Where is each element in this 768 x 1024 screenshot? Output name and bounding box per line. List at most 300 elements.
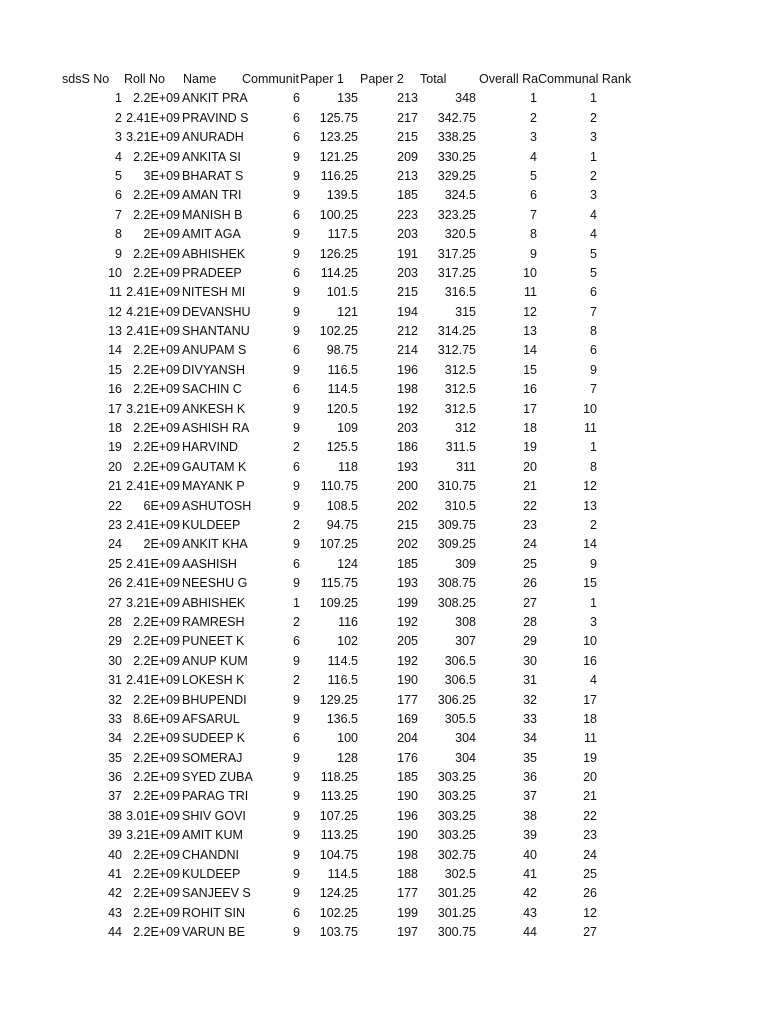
table-row [62, 729, 702, 748]
table-row [62, 826, 702, 845]
paper-2-cell: 177 [397, 692, 418, 707]
sno-cell: 8 [115, 227, 122, 242]
table-row [62, 904, 702, 923]
overall-rank-cell: 6 [530, 188, 537, 203]
name-cell: KULDEEP [182, 517, 241, 532]
name-cell: SUDEEP K [182, 731, 245, 746]
paper-1-cell: 125.75 [319, 110, 358, 125]
table-row [62, 109, 702, 128]
sno-cell: 5 [115, 168, 122, 183]
paper-1-cell: 124 [337, 556, 358, 571]
paper-2-cell: 177 [397, 886, 418, 901]
community-cell: 9 [293, 750, 300, 765]
overall-rank-cell: 35 [523, 750, 537, 765]
table-row [62, 710, 702, 729]
paper-2-cell: 196 [397, 808, 418, 823]
name-cell: ANUPAM S [182, 343, 247, 358]
paper-2-cell: 198 [397, 847, 418, 862]
total-cell: 315 [455, 304, 476, 319]
name-cell: AMIT AGA [182, 227, 241, 242]
table-row [62, 749, 702, 768]
paper-2-cell: 215 [397, 130, 418, 145]
community-cell: 6 [293, 556, 300, 571]
communal-rank-cell: 4 [590, 673, 597, 688]
communal-rank-cell: 24 [583, 847, 597, 862]
overall-rank-cell: 17 [523, 401, 537, 416]
paper-2-cell: 209 [397, 149, 418, 164]
overall-rank-cell: 41 [523, 867, 537, 882]
table-row [62, 807, 702, 826]
communal-rank-cell: 14 [583, 537, 597, 552]
sno-cell: 41 [108, 867, 122, 882]
paper-1-cell: 103.75 [319, 925, 358, 940]
table-row [62, 303, 702, 322]
roll-no-cell: 8.6E+09 [133, 711, 180, 726]
community-cell: 6 [293, 905, 300, 920]
community-cell: 9 [293, 886, 300, 901]
overall-rank-cell: 16 [523, 382, 537, 397]
name-cell: PUNEET K [182, 634, 245, 649]
paper-2-cell: 192 [397, 401, 418, 416]
communal-rank-cell: 5 [590, 265, 597, 280]
paper-1-cell: 100.25 [319, 207, 358, 222]
header-communal-rank: Communal Rank [538, 72, 632, 86]
communal-rank-cell: 16 [583, 653, 597, 668]
overall-rank-cell: 30 [523, 653, 537, 668]
name-cell: HARVIND [182, 440, 239, 455]
paper-1-cell: 104.75 [319, 847, 358, 862]
name-cell: SANJEEV S [182, 886, 251, 901]
paper-2-cell: 185 [397, 556, 418, 571]
communal-rank-cell: 3 [590, 614, 597, 629]
communal-rank-cell: 2 [590, 168, 597, 183]
name-cell: PRAVIND S [182, 110, 249, 125]
paper-1-cell: 107.25 [319, 537, 358, 552]
communal-rank-cell: 17 [583, 692, 597, 707]
communal-rank-cell: 10 [583, 401, 597, 416]
sno-cell: 16 [108, 382, 122, 397]
roll-no-cell: 2.2E+09 [133, 905, 180, 920]
overall-rank-cell: 19 [523, 440, 537, 455]
paper-2-cell: 223 [397, 207, 418, 222]
sno-cell: 38 [108, 808, 122, 823]
table-row [62, 555, 702, 574]
sno-cell: 3 [115, 130, 122, 145]
roll-no-cell: 2.2E+09 [133, 91, 180, 106]
overall-rank-cell: 5 [530, 168, 537, 183]
total-cell: 320.5 [444, 227, 476, 242]
total-cell: 311.5 [445, 440, 476, 455]
name-cell: ABHISHEK [182, 246, 246, 261]
community-cell: 9 [293, 168, 300, 183]
paper-1-cell: 115.75 [320, 576, 358, 591]
overall-rank-cell: 4 [530, 149, 537, 164]
table-row [62, 128, 702, 147]
sno-cell: 39 [108, 828, 122, 843]
paper-1-cell: 114.5 [327, 867, 358, 882]
community-cell: 6 [293, 634, 300, 649]
header-sno: sdsS No [62, 72, 110, 86]
header-roll-no: Roll No [124, 72, 165, 86]
communal-rank-cell: 19 [583, 750, 597, 765]
sno-cell: 28 [108, 614, 122, 629]
name-cell: ANKESH K [182, 401, 246, 416]
total-cell: 309.25 [437, 537, 476, 552]
community-cell: 9 [293, 653, 300, 668]
table-row [62, 884, 702, 903]
community-cell: 9 [293, 479, 300, 494]
overall-rank-cell: 10 [523, 265, 537, 280]
roll-no-cell: 2.2E+09 [133, 421, 180, 436]
sno-cell: 13 [108, 324, 122, 339]
table-row [62, 380, 702, 399]
total-cell: 310.75 [437, 479, 476, 494]
name-cell: ANKITA SI [182, 149, 241, 164]
paper-2-cell: 215 [397, 285, 418, 300]
overall-rank-cell: 27 [523, 595, 537, 610]
paper-1-cell: 110.75 [320, 479, 358, 494]
sno-cell: 21 [108, 479, 122, 494]
community-cell: 6 [293, 265, 300, 280]
sno-cell: 23 [108, 517, 122, 532]
total-cell: 303.25 [437, 808, 476, 823]
paper-1-cell: 126.25 [319, 246, 358, 261]
table-row [62, 594, 702, 613]
header-paper-1: Paper 1 [300, 72, 344, 86]
header-overall-rank: Overall Ra [479, 72, 539, 86]
paper-1-cell: 117.5 [327, 227, 358, 242]
communal-rank-cell: 21 [583, 789, 597, 804]
total-cell: 303.25 [437, 770, 476, 785]
paper-1-cell: 139.5 [326, 188, 358, 203]
total-cell: 324.5 [444, 188, 476, 203]
overall-rank-cell: 32 [523, 692, 537, 707]
communal-rank-cell: 1 [590, 149, 597, 164]
sno-cell: 32 [108, 692, 122, 707]
overall-rank-cell: 43 [523, 905, 537, 920]
roll-no-cell: 2.2E+09 [133, 634, 180, 649]
table-row [62, 923, 702, 942]
total-cell: 302.75 [437, 847, 476, 862]
roll-no-cell: 2.2E+09 [133, 789, 180, 804]
total-cell: 303.25 [437, 828, 476, 843]
roll-no-cell: 2.2E+09 [133, 867, 180, 882]
community-cell: 6 [293, 130, 300, 145]
paper-2-cell: 192 [397, 614, 418, 629]
spreadsheet-table [62, 70, 702, 943]
community-cell: 6 [293, 459, 300, 474]
table-row [62, 787, 702, 806]
name-cell: ANURADH [182, 130, 244, 145]
name-cell: LOKESH K [182, 673, 245, 688]
total-cell: 308 [455, 614, 476, 629]
overall-rank-cell: 28 [523, 614, 537, 629]
paper-2-cell: 203 [397, 421, 418, 436]
roll-no-cell: 2.2E+09 [133, 459, 180, 474]
paper-1-cell: 113.25 [320, 789, 358, 804]
communal-rank-cell: 3 [590, 188, 597, 203]
sno-cell: 20 [108, 459, 122, 474]
table-row [62, 186, 702, 205]
table-row [62, 89, 702, 108]
community-cell: 9 [293, 421, 300, 436]
communal-rank-cell: 8 [590, 324, 597, 339]
paper-2-cell: 193 [397, 576, 418, 591]
table-row [62, 516, 702, 535]
sno-cell: 31 [108, 673, 122, 688]
paper-2-cell: 215 [397, 517, 418, 532]
roll-no-cell: 2.41E+09 [126, 576, 180, 591]
overall-rank-cell: 26 [523, 576, 537, 591]
overall-rank-cell: 7 [530, 207, 537, 222]
communal-rank-cell: 22 [583, 808, 597, 823]
total-cell: 330.25 [437, 149, 476, 164]
paper-2-cell: 217 [397, 110, 418, 125]
name-cell: AMAN TRI [182, 188, 242, 203]
header-paper-2: Paper 2 [360, 72, 404, 86]
paper-2-cell: 186 [397, 440, 418, 455]
paper-1-cell: 120.5 [326, 401, 358, 416]
overall-rank-cell: 44 [523, 925, 537, 940]
communal-rank-cell: 11 [584, 421, 597, 436]
table-row [62, 846, 702, 865]
name-cell: BHUPENDI [182, 692, 247, 707]
total-cell: 301.25 [437, 886, 476, 901]
communal-rank-cell: 15 [583, 576, 597, 591]
paper-1-cell: 116.5 [327, 362, 358, 377]
paper-1-cell: 114.5 [327, 382, 358, 397]
roll-no-cell: 2.2E+09 [133, 847, 180, 862]
paper-2-cell: 185 [397, 188, 418, 203]
total-cell: 308.75 [437, 576, 476, 591]
total-cell: 304 [455, 750, 476, 765]
roll-no-cell: 2.2E+09 [133, 614, 180, 629]
paper-2-cell: 197 [397, 925, 418, 940]
communal-rank-cell: 12 [583, 479, 597, 494]
overall-rank-cell: 20 [523, 459, 537, 474]
paper-2-cell: 199 [397, 595, 418, 610]
name-cell: NEESHU G [182, 576, 248, 591]
roll-no-cell: 2.2E+09 [133, 653, 180, 668]
roll-no-cell: 2.2E+09 [133, 246, 180, 261]
overall-rank-cell: 1 [530, 91, 537, 106]
sno-cell: 9 [115, 246, 122, 261]
roll-no-cell: 2.2E+09 [133, 149, 180, 164]
roll-no-cell: 2.41E+09 [126, 673, 180, 688]
overall-rank-cell: 40 [523, 847, 537, 862]
paper-1-cell: 116.25 [320, 168, 358, 183]
sno-cell: 15 [108, 362, 122, 377]
overall-rank-cell: 15 [523, 362, 537, 377]
paper-2-cell: 202 [397, 498, 418, 513]
name-cell: AFSARUL [182, 711, 240, 726]
sno-cell: 40 [108, 847, 122, 862]
overall-rank-cell: 37 [523, 789, 537, 804]
total-cell: 304 [455, 731, 476, 746]
roll-no-cell: 2E+09 [143, 227, 180, 242]
community-cell: 9 [293, 576, 300, 591]
paper-1-cell: 123.25 [319, 130, 358, 145]
roll-no-cell: 2.2E+09 [133, 770, 180, 785]
sno-cell: 1 [115, 91, 122, 106]
total-cell: 312.5 [444, 362, 476, 377]
sno-cell: 4 [115, 149, 122, 164]
total-cell: 308.25 [437, 595, 476, 610]
paper-1-cell: 109.25 [319, 595, 358, 610]
name-cell: ANKIT KHA [182, 537, 248, 552]
table-row [62, 167, 702, 186]
table-row [62, 671, 702, 690]
table-row [62, 535, 702, 554]
roll-no-cell: 2.2E+09 [133, 750, 180, 765]
sno-cell: 17 [108, 401, 122, 416]
table-row [62, 245, 702, 264]
community-cell: 9 [293, 401, 300, 416]
community-cell: 6 [293, 731, 300, 746]
paper-1-cell: 116 [338, 614, 358, 629]
roll-no-cell: 3.21E+09 [126, 401, 180, 416]
paper-1-cell: 102.25 [319, 905, 358, 920]
total-cell: 306.5 [444, 673, 476, 688]
communal-rank-cell: 1 [590, 440, 597, 455]
overall-rank-cell: 31 [523, 673, 537, 688]
name-cell: AMIT KUM [182, 828, 243, 843]
name-cell: NITESH MI [182, 285, 246, 300]
community-cell: 9 [293, 188, 300, 203]
communal-rank-cell: 18 [583, 711, 597, 726]
paper-1-cell: 135 [337, 91, 358, 106]
sno-cell: 6 [115, 188, 122, 203]
name-cell: ROHIT SIN [182, 905, 245, 920]
table-row [62, 613, 702, 632]
roll-no-cell: 2.41E+09 [126, 556, 180, 571]
table-row [62, 361, 702, 380]
roll-no-cell: 2.2E+09 [133, 886, 180, 901]
sno-cell: 26 [108, 576, 122, 591]
overall-rank-cell: 2 [530, 110, 537, 125]
communal-rank-cell: 7 [590, 304, 597, 319]
communal-rank-cell: 13 [583, 498, 597, 513]
paper-1-cell: 128 [337, 750, 358, 765]
name-cell: CHANDNI [182, 847, 239, 862]
sno-cell: 35 [108, 750, 122, 765]
table-row [62, 632, 702, 651]
table-row [62, 225, 702, 244]
community-cell: 9 [293, 867, 300, 882]
communal-rank-cell: 4 [590, 227, 597, 242]
paper-2-cell: 194 [397, 304, 418, 319]
overall-rank-cell: 14 [523, 343, 537, 358]
paper-1-cell: 102.25 [319, 324, 358, 339]
total-cell: 312.5 [444, 401, 476, 416]
communal-rank-cell: 12 [583, 905, 597, 920]
paper-2-cell: 198 [397, 382, 418, 397]
table-row [62, 283, 702, 302]
roll-no-cell: 3.01E+09 [126, 808, 180, 823]
paper-2-cell: 202 [397, 537, 418, 552]
total-cell: 317.25 [437, 246, 476, 261]
overall-rank-cell: 12 [523, 304, 537, 319]
roll-no-cell: 2.41E+09 [126, 285, 180, 300]
total-cell: 348 [455, 91, 476, 106]
table-body [62, 89, 702, 942]
table-row [62, 477, 702, 496]
communal-rank-cell: 11 [584, 731, 597, 746]
overall-rank-cell: 11 [524, 285, 537, 300]
overall-rank-cell: 38 [523, 808, 537, 823]
communal-rank-cell: 1 [590, 595, 597, 610]
paper-1-cell: 129.25 [319, 692, 358, 707]
roll-no-cell: 3.21E+09 [126, 828, 180, 843]
name-cell: MAYANK P [182, 479, 245, 494]
communal-rank-cell: 1 [590, 91, 597, 106]
total-cell: 309 [455, 556, 476, 571]
name-cell: RAMRESH [182, 614, 245, 629]
name-cell: MANISH B [182, 207, 243, 222]
sno-cell: 10 [108, 265, 122, 280]
paper-2-cell: 190 [397, 789, 418, 804]
paper-2-cell: 188 [397, 867, 418, 882]
community-cell: 9 [293, 537, 300, 552]
community-cell: 9 [293, 149, 300, 164]
roll-no-cell: 2.2E+09 [133, 343, 180, 358]
total-cell: 311 [456, 459, 476, 474]
roll-no-cell: 2.41E+09 [126, 324, 180, 339]
total-cell: 305.5 [444, 711, 476, 726]
communal-rank-cell: 5 [590, 246, 597, 261]
overall-rank-cell: 42 [523, 886, 537, 901]
communal-rank-cell: 26 [583, 886, 597, 901]
table-row [62, 497, 702, 516]
paper-2-cell: 199 [397, 905, 418, 920]
table-row [62, 865, 702, 884]
header-total: Total [420, 72, 447, 86]
community-cell: 6 [293, 91, 300, 106]
overall-rank-cell: 39 [523, 828, 537, 843]
roll-no-cell: 2.2E+09 [133, 440, 180, 455]
sno-cell: 11 [109, 285, 122, 300]
community-cell: 2 [293, 673, 300, 688]
communal-rank-cell: 7 [590, 382, 597, 397]
community-cell: 9 [293, 285, 300, 300]
paper-1-cell: 108.5 [326, 498, 358, 513]
paper-1-cell: 114.5 [327, 653, 358, 668]
sno-cell: 7 [115, 207, 122, 222]
sno-cell: 34 [108, 731, 122, 746]
communal-rank-cell: 9 [590, 362, 597, 377]
paper-1-cell: 124.25 [319, 886, 358, 901]
total-cell: 312 [455, 421, 476, 436]
table-row [62, 322, 702, 341]
roll-no-cell: 3.21E+09 [126, 130, 180, 145]
sno-cell: 30 [108, 653, 122, 668]
communal-rank-cell: 8 [590, 459, 597, 474]
sno-cell: 43 [108, 905, 122, 920]
table-row [62, 206, 702, 225]
community-cell: 9 [293, 808, 300, 823]
communal-rank-cell: 23 [583, 828, 597, 843]
total-cell: 323.25 [437, 207, 476, 222]
roll-no-cell: 2.2E+09 [133, 692, 180, 707]
roll-no-cell: 2.2E+09 [133, 362, 180, 377]
paper-2-cell: 169 [397, 711, 418, 726]
table-row [62, 400, 702, 419]
paper-2-cell: 214 [397, 343, 418, 358]
paper-1-cell: 109 [337, 421, 358, 436]
community-cell: 9 [293, 304, 300, 319]
roll-no-cell: 6E+09 [143, 498, 180, 513]
community-cell: 9 [293, 324, 300, 339]
